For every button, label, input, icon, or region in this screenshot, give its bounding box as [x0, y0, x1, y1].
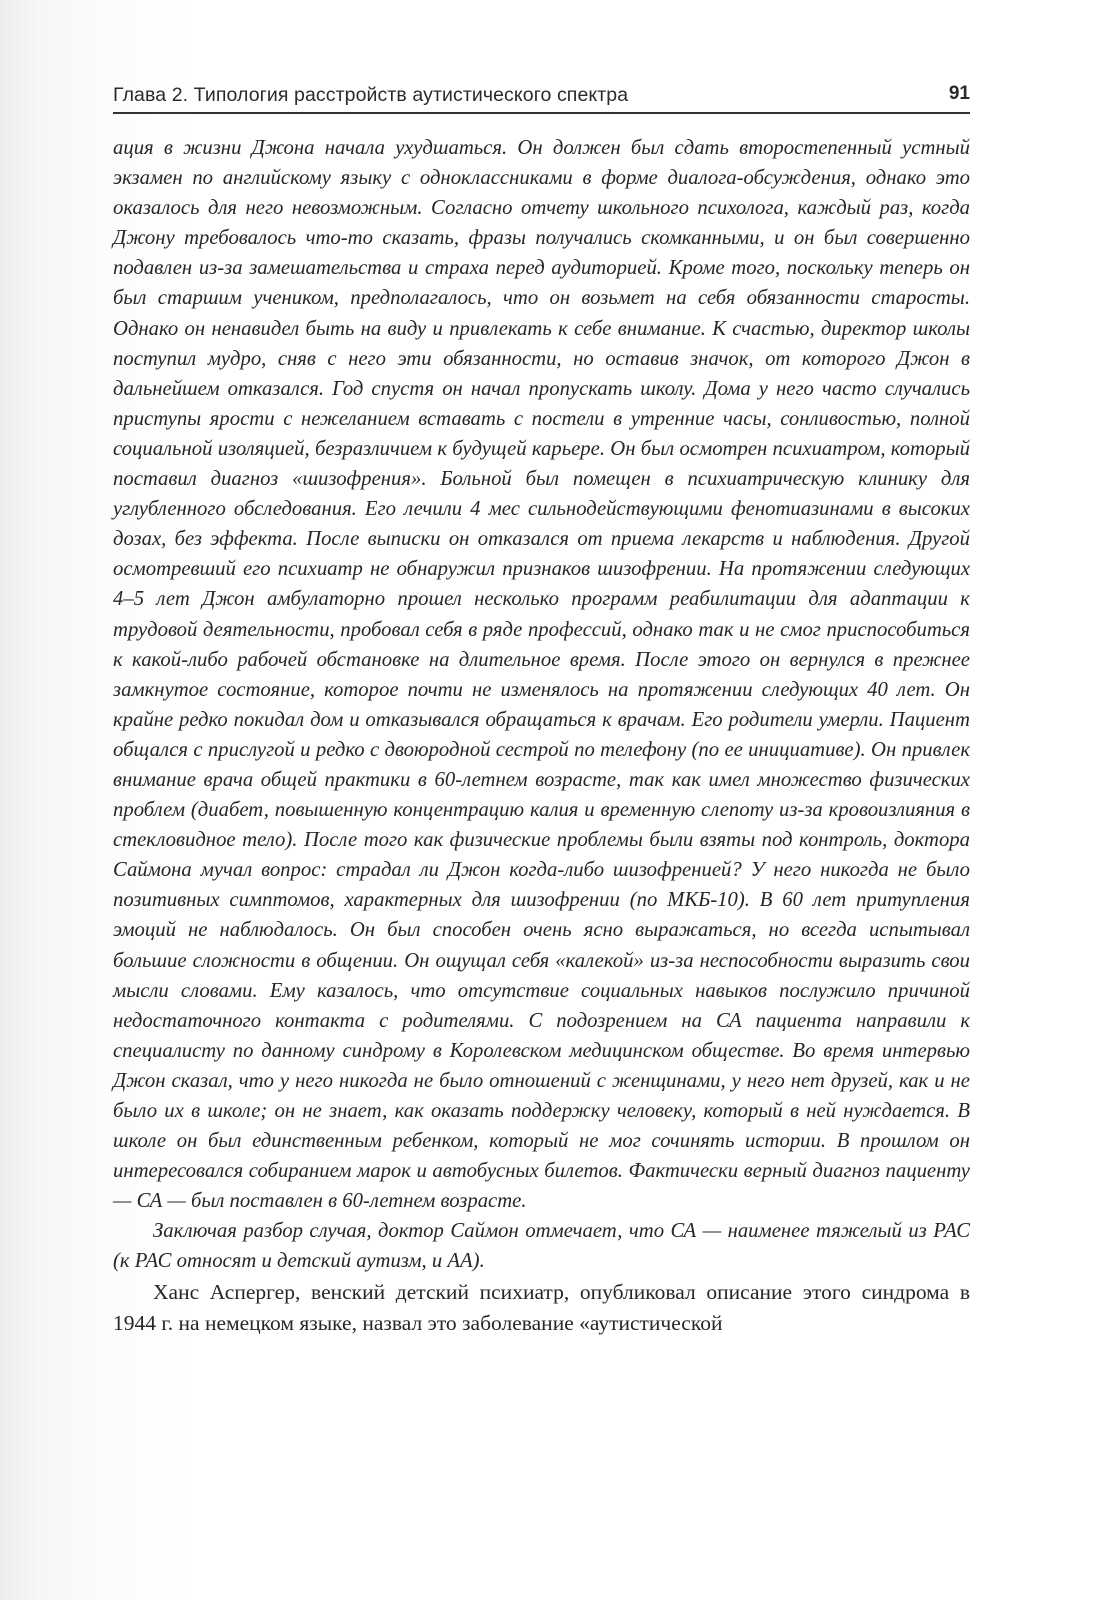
page-body: [113, 133, 970, 1339]
case-study-paragraph: ация в жизни Джона начала ухудшаться. Он должен был сдать второстепенный устный экзамен по английскому языку с одноклассниками в форме диалога-обсуждения, однако это оказалось для него невозможным. Согласно отчету школьного психолога, каждый раз, когда Джону требовалось что-то сказать, фразы получались скомканными, и он был совершенно подавлен из-за замешательства и страха перед аудиторией. Кроме того, поскольку теперь он был старшим учеником, предполагалось, что он возьмет на себя обязанности старосты. Однако он ненавидел быть на виду и привлекать к себе внимание. К счастью, директор школы поступил мудро, сняв с него эти обязанности, но оставив значок, от которого Джон в дальнейшем отказался. Год спустя он начал пропускать школу. Дома у него часто случались приступы ярости с нежеланием вставать с постели в утренние часы, сонливостью, полной социальной изоляцией, безразличием к будущей карьере. Он был осмотрен психиатром, который поставил диагноз «шизофрения». Больной был помещен в психиатрическую клинику для углубленного обследования. Его лечили 4 мес сильнодействующими фенотиазинами в высоких дозах, без эффекта. После выписки он отказался от приема лекарств и наблюдения. Другой осмотревший его психиатр не обнаружил признаков шизофрении. На протяжении следующих 4–5 лет Джон амбулаторно прошел несколько программ реабилитации для адаптации к трудовой деятельности, пробовал себя в ряде профессий, однако так и не смог приспособиться к какой-либо рабочей обстановке на длительное время. После этого он вернулся в прежнее замкнутое состояние, которое почти не изменялось на протяжении следующих 40 лет. Он крайне редко покидал дом и отказывался обращаться к врачам. Его родители умерли. Пациент общался с прислугой и редко с двоюродной сестрой по телефону (по ее инициативе). Он привлек внимание врача общей практики в 60-летнем возрасте, так как имел множество физических проблем (диабет, повышенную концентрацию калия и временную слепоту из-за кровоизлияния в стекловидное тело). После того как физические проблемы были взяты под контроль, доктора Саймона мучал вопрос: страдал ли Джон когда-либо шизофренией? У него никогда не было позитивных симптомов, характерных для шизофрении (по МКБ-10). В 60 лет притупления эмоций не наблюдалось. Он был способен очень ясно выражаться, но всегда испытывал большие сложности в общении. Он ощущал себя «калекой» из-за неспособности выразить свои мысли словами. Ему казалось, что отсутствие социальных навыков послужило причиной недостаточного контакта с родителями. С подозрением на СА пациента направили к специалисту по данному синдрому в Королевском медицинском обществе. Во время интервью Джон сказал, что у него никогда не было отношений с женщинами, у него нет друзей, как и не было их в школе; он не знает, как оказать поддержку человеку, который в ней нуждается. В школе он был единственным ребенком, который не мог сочинять истории. В прошлом он интересовался собиранием марок и автобусных билетов. Фактически верный диагноз пациенту — СА — был поставлен в 60-летнем возрасте.: [113, 137, 970, 1213]
chapter-title: Глава 2. Типология расстройств аутистического спектра: [113, 84, 629, 106]
main-text-paragraph: Ханс Аспергер, венский детский психиатр, опубликовал описание этого синдрома в 1944 г. на немецком языке, назвал это заболевание «аутистической: [113, 1279, 970, 1335]
running-header: [113, 82, 970, 114]
conclusion-paragraph: Заключая разбор случая, доктор Саймон отмечает, что СА — наименее тяжелый из РАС (к РАС относят и детский аутизм, и АА).: [113, 1220, 970, 1273]
page-number: 91: [948, 83, 970, 104]
